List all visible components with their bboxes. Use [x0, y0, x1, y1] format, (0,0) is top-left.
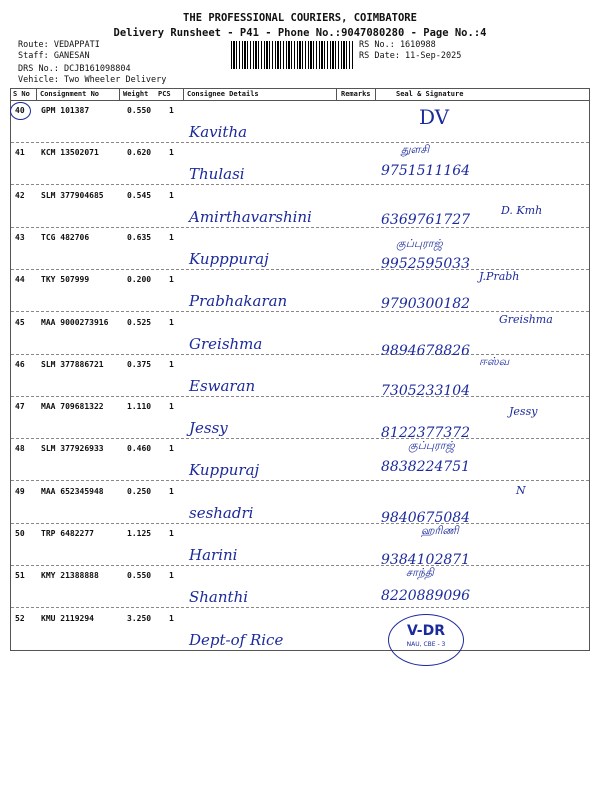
table-row	[11, 397, 589, 442]
runsheet-subtitle: Delivery Runsheet - P41 - Phone No.:9047080280 - Page No.:4	[113, 27, 487, 39]
row-sno: 47	[15, 402, 25, 412]
col-consignee: Consignee Details	[187, 90, 259, 98]
row-weight: 0.620	[127, 148, 152, 158]
consignee-phone: 7305233104	[381, 382, 471, 399]
barcode	[231, 41, 353, 69]
consignee-name: Kupppuraj	[189, 249, 269, 268]
row-consignment: TCG 482706	[41, 232, 90, 242]
consignee-name: Dept-of Rice	[189, 630, 284, 649]
row-consignment: SLM 377926933	[41, 444, 104, 454]
row-pcs: 1	[169, 402, 174, 412]
consignee-name: Eswaran	[189, 376, 256, 395]
table-row	[11, 439, 589, 481]
row-consignment: KMU 2119294	[41, 613, 94, 623]
signature: J.Prabh	[479, 270, 520, 284]
table-row	[11, 355, 589, 397]
rs-number: RS No.: 1610988	[359, 40, 436, 50]
company-title: THE PROFESSIONAL COURIERS, COIMBATORE	[183, 12, 417, 24]
row-pcs: 1	[169, 106, 174, 115]
consignee-phone: 8122377372	[381, 425, 471, 442]
signature: D. Kmh	[501, 203, 543, 217]
signature: குப்புராஜ்	[408, 439, 455, 453]
consignee-name: seshadri	[189, 503, 254, 522]
signature: துளசி	[401, 143, 430, 157]
signature: Greishma	[499, 312, 553, 326]
row-consignment: MAA 9000273916	[41, 317, 109, 327]
row-consignment: MAA 652345948	[41, 486, 104, 496]
row-sno: 45	[15, 317, 25, 327]
drs-number: DRS No.: DCJB161098804	[18, 64, 131, 74]
staff-label: Staff: GANESAN	[18, 51, 90, 61]
consignee-phone: 9952595033	[381, 255, 471, 272]
row-pcs: 1	[169, 148, 174, 158]
table-row	[11, 186, 589, 228]
row-sno: 50	[15, 529, 25, 538]
row-sno: 44	[15, 275, 25, 285]
signature: ஹரிணி	[421, 524, 459, 537]
row-consignment: TKY 507999	[41, 275, 90, 285]
row-pcs: 1	[169, 486, 174, 496]
consignee-phone: 8838224751	[381, 459, 471, 476]
row-sno: 49	[15, 486, 25, 496]
row-weight: 0.545	[127, 190, 152, 200]
row-consignment: KMY 21388888	[41, 571, 99, 581]
signature: குப்புராஜ்	[396, 236, 443, 250]
row-weight: 0.200	[127, 275, 152, 285]
stamp-initials: V-DR	[406, 623, 446, 639]
consignee-phone: 9790300182	[381, 296, 471, 313]
row-pcs: 1	[169, 444, 174, 454]
route-label: Route: VEDAPPATI	[18, 40, 100, 50]
row-weight: 1.110	[127, 402, 152, 412]
runsheet-table	[10, 88, 590, 651]
row-sno: 42	[15, 190, 25, 200]
table-row	[11, 566, 589, 608]
row-consignment: MAA 709681322	[41, 402, 104, 412]
row-weight: 0.635	[127, 232, 152, 242]
rs-date: RS Date: 11-Sep-2025	[359, 51, 462, 61]
col-weight: Weight	[123, 90, 149, 98]
consignee-name: Amirthavarshini	[189, 207, 312, 226]
consignee-name: Greishma	[189, 334, 263, 353]
row-pcs: 1	[169, 359, 174, 369]
vehicle-label: Vehicle: Two Wheeler Delivery	[18, 75, 167, 85]
row-weight: 1.125	[127, 529, 152, 538]
row-pcs: 1	[169, 317, 174, 327]
consignee-phone: 9384102871	[381, 552, 471, 568]
row-sno: 40	[15, 106, 25, 115]
row-sno: 51	[15, 571, 25, 581]
row-weight: 0.550	[127, 571, 152, 581]
col-sno: S No	[13, 90, 30, 98]
signature: DV	[419, 105, 450, 129]
row-sno: 41	[15, 148, 25, 158]
row-sno: 48	[15, 444, 25, 454]
col-signature: Seal & Signature	[396, 90, 464, 98]
table-row	[11, 524, 589, 566]
row-pcs: 1	[169, 275, 174, 285]
table-row	[11, 270, 589, 312]
row-weight: 0.550	[127, 106, 152, 115]
col-remarks: Remarks	[341, 90, 371, 98]
row-pcs: 1	[169, 232, 174, 242]
signature: N	[516, 483, 526, 497]
signature: ஈஸ்வ	[479, 354, 510, 368]
consignee-name: Kavitha	[189, 123, 248, 141]
table-row	[11, 609, 589, 651]
consignee-phone: 6369761727	[381, 211, 471, 228]
stamp-text: NAU, CBE - 3	[406, 641, 446, 648]
row-consignment: SLM 377904685	[41, 190, 104, 200]
table-row	[11, 101, 589, 143]
table-row	[11, 482, 589, 524]
consignee-name: Kuppuraj	[189, 461, 260, 480]
row-weight: 0.460	[127, 444, 152, 454]
row-weight: 0.525	[127, 317, 152, 327]
signature: சாந்தி	[406, 566, 434, 580]
consignee-phone: 9894678826	[381, 342, 471, 359]
seal-stamp	[388, 614, 464, 666]
consignee-phone: 8220889096	[381, 588, 471, 605]
table-row	[11, 143, 589, 185]
row-weight: 3.250	[127, 613, 152, 623]
consignee-name: Prabhakaran	[189, 292, 288, 311]
row-weight: 0.250	[127, 486, 152, 496]
row-pcs: 1	[169, 529, 174, 538]
consignee-name: Shanthi	[189, 588, 249, 607]
row-sno: 52	[15, 613, 25, 623]
row-sno: 43	[15, 232, 25, 242]
col-consignment: Consignment No	[40, 90, 100, 98]
row-consignment: TRP 6482277	[41, 529, 94, 538]
row-sno: 46	[15, 359, 25, 369]
row-pcs: 1	[169, 613, 174, 623]
consignee-phone: 9840675084	[381, 509, 471, 526]
table-row	[11, 312, 589, 359]
signature: Jessy	[509, 405, 538, 419]
consignee-name: Thulasi	[189, 165, 245, 184]
row-pcs: 1	[169, 190, 174, 200]
consignee-name: Harini	[189, 546, 238, 564]
table-row	[11, 228, 589, 270]
consignee-name: Jessy	[189, 419, 228, 438]
col-pcs: PCS	[158, 90, 171, 98]
row-pcs: 1	[169, 571, 174, 581]
row-consignment: SLM 377886721	[41, 359, 104, 369]
consignee-phone: 9751511164	[381, 163, 471, 180]
row-weight: 0.375	[127, 359, 152, 369]
circle-mark-icon	[10, 102, 31, 120]
table-header	[11, 89, 589, 101]
row-consignment: KCM 13502071	[41, 148, 99, 158]
row-consignment: GPM 101387	[41, 106, 90, 115]
